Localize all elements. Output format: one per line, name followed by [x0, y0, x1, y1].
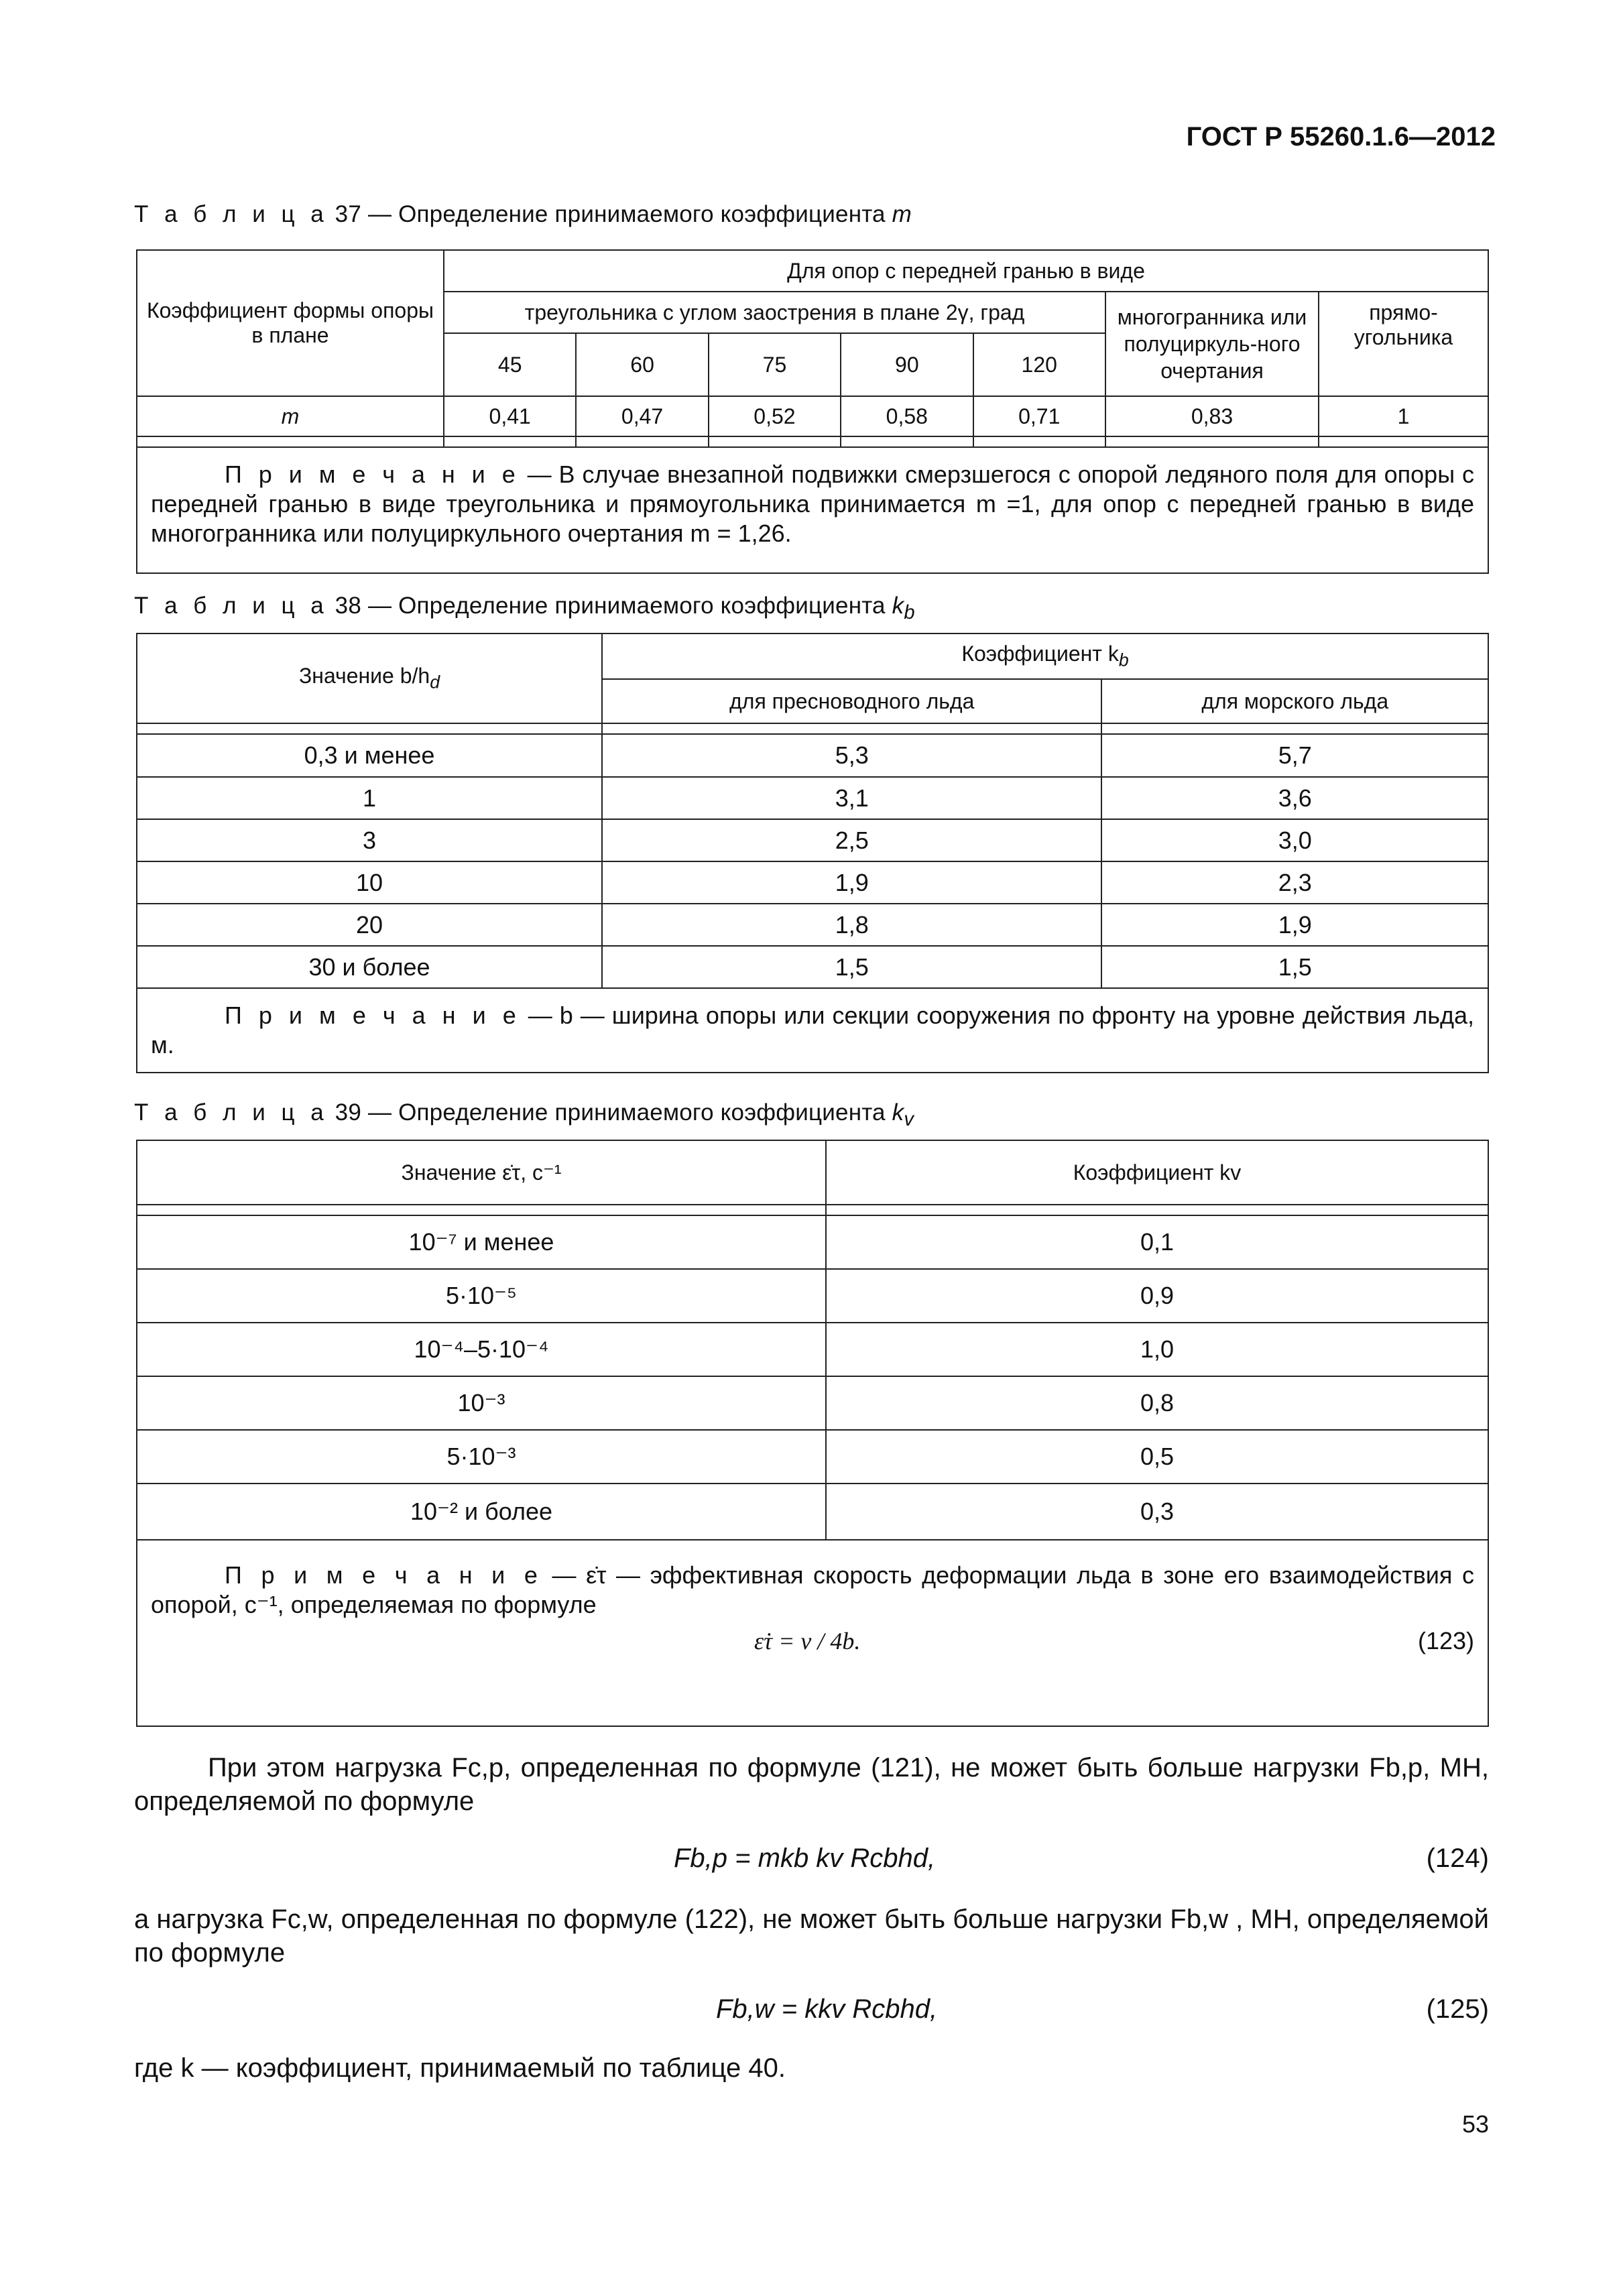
t37-value: 0,83 — [1105, 396, 1319, 436]
t38-col-head: Значение $b/h_d$ — [137, 633, 602, 723]
table-38 — [136, 633, 1489, 1073]
t37-value: 0,71 — [973, 396, 1106, 436]
formula-123: ε̇τ = v / 4b. — [754, 1628, 861, 1654]
table-row: 10 1,9 2,3 — [137, 861, 1488, 904]
t37-value: 0,58 — [841, 396, 973, 436]
t37-triangle-head: треугольника с углом заострения в плане 2γ, град — [444, 292, 1105, 333]
t39-val-head: Коэффициент kv — [826, 1140, 1488, 1205]
caption-symbol: k — [892, 593, 904, 619]
table-row: 3 2,5 3,0 — [137, 819, 1488, 861]
table-row: 10⁻² и более 0,3 — [137, 1484, 1488, 1540]
table-row: 5·10⁻³ 0,5 — [137, 1430, 1488, 1484]
caption-number: 37 — [335, 201, 362, 227]
caption-prefix: Т а б л и ц а — [134, 201, 328, 227]
table37-caption — [134, 201, 912, 228]
t37-angle: 120 — [973, 333, 1106, 396]
standard-designation: ГОСТ Р 55260.1.6—2012 — [1186, 122, 1496, 152]
t39-col-head: Значение ε̇τ, c⁻¹ — [137, 1140, 826, 1205]
formula-125: Fb,w = kkv Rcbhd, — [716, 1994, 938, 2024]
t37-value: 0,52 — [709, 396, 841, 436]
t37-value: 0,47 — [576, 396, 708, 436]
caption-text: — Определение принимаемого коэффициента — [367, 201, 886, 227]
table38-caption: Т а б л и ц а 38 — Определение принимаемого коэффициента $k_b$ — [134, 593, 915, 623]
caption-text: — Определение принимаемого коэффициента — [367, 593, 886, 619]
formula-125-number: (125) — [1426, 1994, 1489, 2024]
table-row: 5·10⁻⁵ 0,9 — [137, 1269, 1488, 1323]
t38-sea-head: для морского льда — [1101, 679, 1488, 723]
caption-symbol: k — [892, 1099, 904, 1126]
paragraph-1: При этом нагрузка Fc,p, определенная по формуле (121), не может быть больше нагрузки Fb,p, МН, определяемой по формуле — [134, 1753, 1489, 1816]
t37-angle: 45 — [444, 333, 576, 396]
t37-angle: 75 — [709, 333, 841, 396]
t37-note — [137, 447, 1488, 573]
t38-fresh-head: для пресноводного льда — [602, 679, 1101, 723]
table-row: 10⁻⁷ и менее 0,1 — [137, 1215, 1488, 1269]
note-label: П р и м е ч а н и е — [225, 1561, 542, 1589]
t37-rect-head: прямо-угольника — [1319, 292, 1488, 396]
t37-value: 0,41 — [444, 396, 576, 436]
t37-row-label: m — [137, 396, 444, 436]
table-row: 30 и более 1,5 1,5 — [137, 946, 1488, 988]
paragraph-3: где k — коэффициент, принимаемый по таблице 40. — [134, 2053, 786, 2083]
table39-caption: Т а б л и ц а 39 — Определение принимаемого коэффициента $k_v$ — [134, 1099, 914, 1130]
note-label: П р и м е ч а н и е — [225, 1002, 521, 1029]
table-row: 10⁻³ 0,8 — [137, 1376, 1488, 1430]
page-number: 53 — [1461, 2110, 1489, 2138]
paragraph-2: а нагрузка Fc,w, определенная по формуле (122), не может быть больше нагрузки Fb,w , МН, определяемой по формуле — [134, 1905, 1489, 1968]
note-text: — b — ширина опоры или секции сооружения по фронту на уровне действия льда, м. — [151, 1002, 1474, 1059]
caption-number: 38 — [335, 593, 362, 619]
t38-note — [137, 988, 1488, 1073]
caption-text: — Определение принимаемого коэффициента — [367, 1099, 886, 1126]
t37-angle: 60 — [576, 333, 708, 396]
t37-group-head: Для опор с передней гранью в виде — [444, 250, 1488, 292]
table-row: 10⁻⁴–5·10⁻⁴ 1,0 — [137, 1323, 1488, 1376]
caption-prefix: Т а б л и ц а — [134, 593, 328, 619]
note-text: — В случае внезапной подвижки смерзшегося с опорой ледяного поля для опоры с передней гранью в виде треугольника и прямоугольника принимается m =1, для опор с передней гранью в виде многогранника или полуциркульного очертания m = 1,26. — [151, 461, 1474, 547]
caption-number: 39 — [335, 1099, 362, 1126]
table-37 — [136, 249, 1489, 574]
t37-col-head: Коэффициент формы опоры в плане — [137, 250, 444, 396]
t38-group-head: Коэффициент $k_b$ — [602, 633, 1488, 679]
table-row: 20 1,8 1,9 — [137, 904, 1488, 946]
t39-note — [137, 1540, 1488, 1726]
note-text: — ε̇τ — эффективная скорость деформации льда в зоне его взаимодействия с опорой, c⁻¹, определяемая по формуле — [151, 1561, 1474, 1618]
caption-symbol: m — [892, 201, 912, 227]
t37-value: 1 — [1319, 396, 1488, 436]
formula-124-number: (124) — [1426, 1844, 1489, 1873]
caption-prefix: Т а б л и ц а — [134, 1099, 328, 1126]
table-row: 0,3 и менее 5,3 5,7 — [137, 734, 1488, 777]
formula-123-number: (123) — [1417, 1627, 1474, 1654]
table-row: 1 3,1 3,6 — [137, 777, 1488, 819]
t37-angle: 90 — [841, 333, 973, 396]
t37-poly-head: многогранника или полуциркуль-ного очертания — [1105, 292, 1319, 396]
table-39 — [136, 1140, 1489, 1727]
note-label: П р и м е ч а н и е — [225, 461, 520, 488]
formula-124: Fb,p = mkb kv Rcbhd, — [674, 1844, 936, 1873]
